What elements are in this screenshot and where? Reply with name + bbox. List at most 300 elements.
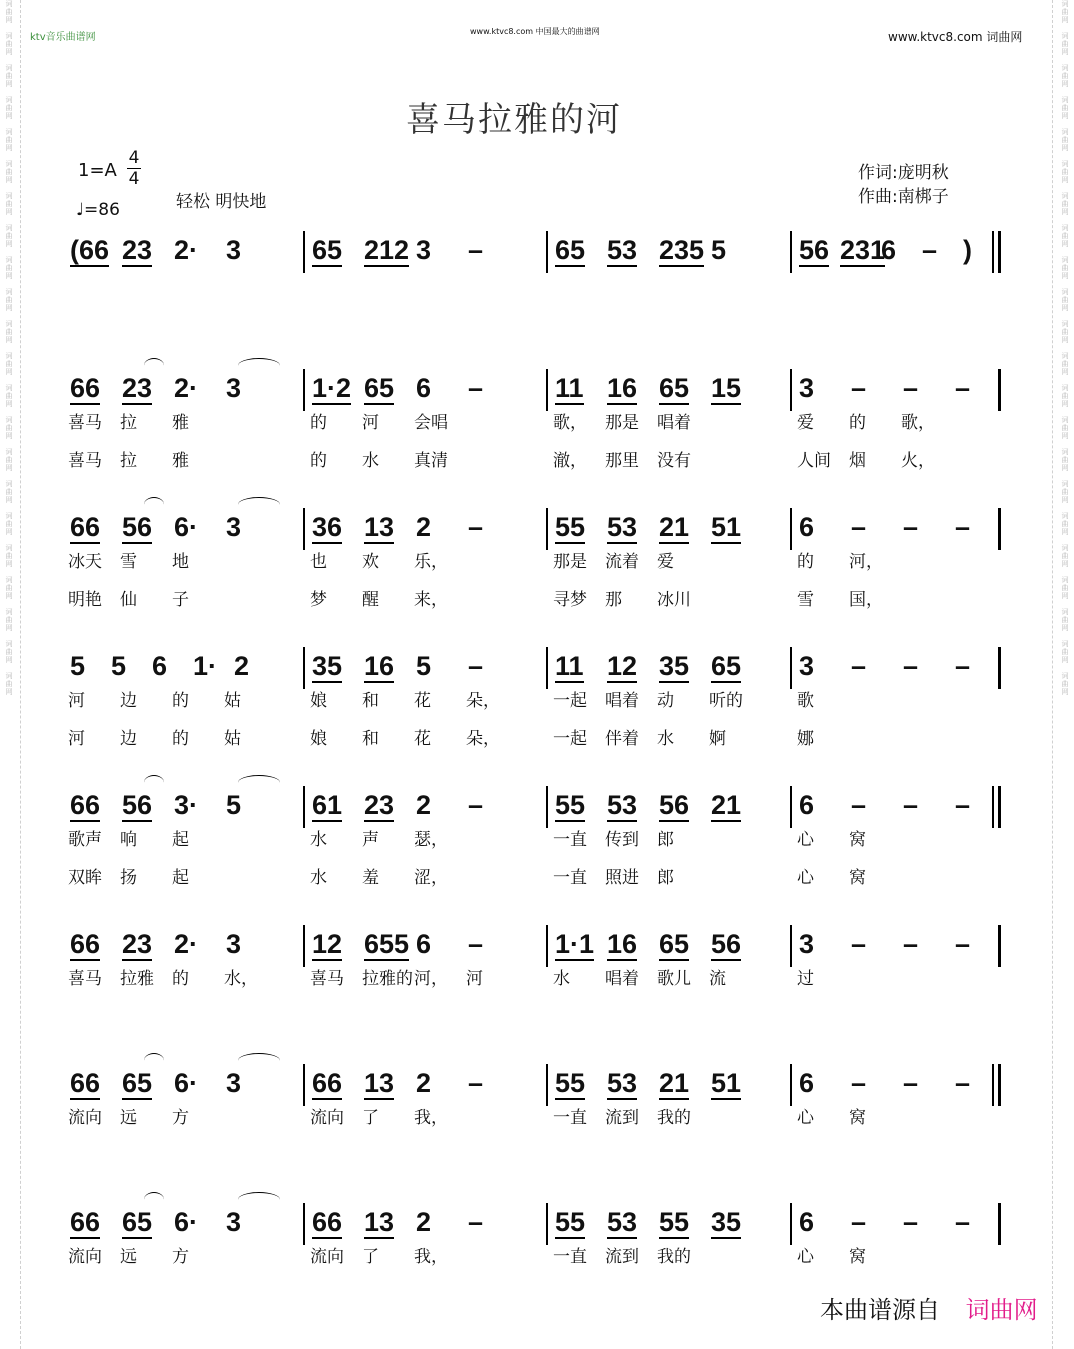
note-group: 3 xyxy=(226,373,242,403)
lyric-syllable: 河 xyxy=(68,729,85,749)
lyric-syllable: 歌儿 xyxy=(657,969,691,989)
lyric-syllable: 伴着 xyxy=(605,729,639,749)
lyric-syllable: 水 xyxy=(310,868,327,888)
lyric-syllable: 喜马 xyxy=(68,451,102,471)
note-group: 3 xyxy=(226,929,242,959)
note-group: 23 xyxy=(364,790,395,820)
note-group: – xyxy=(955,929,971,959)
note-group: 35 xyxy=(711,1207,742,1237)
composer: 作曲:南梆子 xyxy=(858,187,949,207)
bar-line xyxy=(998,925,1001,967)
lyric-syllable: 声 xyxy=(362,830,379,850)
lyric-syllable: 心 xyxy=(797,1247,814,1267)
lyric-syllable: 拉雅 xyxy=(120,969,154,989)
bar-line xyxy=(790,231,792,273)
note-group: 3· xyxy=(174,790,199,820)
lyric-syllable: 流 xyxy=(709,969,726,989)
lyric-syllable: 唱着 xyxy=(605,969,639,989)
lyric-syllable: 那 xyxy=(605,590,622,610)
lyric-syllable: 流着 xyxy=(605,552,639,572)
lyric-syllable: 一直 xyxy=(553,868,587,888)
note-group: 2· xyxy=(174,235,199,265)
lyric-syllable: 水 xyxy=(310,830,327,850)
note-group: 1·2 xyxy=(312,373,352,403)
bar-line xyxy=(546,369,548,411)
lyric-syllable: 寻梦 xyxy=(553,590,587,610)
note-group: – xyxy=(903,512,919,542)
note-group: 55 xyxy=(659,1207,690,1237)
lyric-line xyxy=(40,724,1030,749)
note-group: 16 xyxy=(607,929,638,959)
note-group: – xyxy=(851,651,867,681)
note-group: 56 xyxy=(122,512,153,542)
note-group: 55 xyxy=(555,1207,586,1237)
lyric-syllable: 水 xyxy=(362,451,379,471)
lyric-syllable: 拉 xyxy=(120,451,137,471)
lyric-syllable: 人间 xyxy=(797,451,831,471)
bar-line xyxy=(546,925,548,967)
lyric-syllable: 烟 xyxy=(849,451,866,471)
note-group: – xyxy=(468,1207,484,1237)
note-group: 13 xyxy=(364,1207,395,1237)
note-group: – xyxy=(903,929,919,959)
lyric-syllable: 水， xyxy=(224,969,258,989)
lyric-syllable: 的 xyxy=(797,552,814,572)
note-group: – xyxy=(903,1068,919,1098)
lyric-syllable: 窝 xyxy=(849,1247,866,1267)
note-group: 51 xyxy=(711,1068,742,1098)
note-group: 3 xyxy=(226,512,242,542)
bar-line xyxy=(303,369,305,411)
lyricist: 作词:庞明秋 xyxy=(858,163,949,183)
left-watermark-strip: 词 曲 网 词 曲 网 词 曲 网 词 曲 网 词 曲 网 词 曲 网 词 曲 网 词 曲 网 词 曲 网 词 曲 网 词 曲 网 词 曲 网 词 曲 网 词 曲 网 词 曲 网 词 曲 网 词 曲 网 词 曲 网 词 曲 网 词 曲 网 词 曲 网 词 曲 网 xyxy=(5,0,13,696)
note-group: – xyxy=(955,651,971,681)
slur-mark xyxy=(238,497,280,512)
header-left-link[interactable]: ktv音乐曲谱网 xyxy=(30,32,96,43)
header-right-link[interactable]: www.ktvc8.com 词曲网 xyxy=(888,30,1023,44)
lyric-syllable: 起 xyxy=(172,868,189,888)
lyric-line xyxy=(40,1242,1030,1267)
lyric-syllable: 唱着 xyxy=(657,413,691,433)
bar-line xyxy=(790,925,792,967)
note-group: – xyxy=(955,790,971,820)
lyric-syllable: 一起 xyxy=(553,729,587,749)
note-group: 23 xyxy=(122,929,153,959)
lyric-syllable: 也 xyxy=(310,552,327,572)
bar-line xyxy=(303,647,305,689)
lyric-syllable: 地 xyxy=(172,552,189,572)
lyric-syllable: 水 xyxy=(553,969,570,989)
note-group: 5 xyxy=(111,651,127,681)
note-group: 231 xyxy=(840,235,886,265)
lyric-syllable: 那是 xyxy=(553,552,587,572)
lyric-syllable: 心 xyxy=(797,830,814,850)
note-group: 6 xyxy=(799,790,815,820)
lyric-syllable: 窝 xyxy=(849,830,866,850)
lyric-syllable: 双眸 xyxy=(68,868,102,888)
expression-mark: 轻松 明快地 xyxy=(176,192,267,212)
lyric-syllable: 子 xyxy=(172,590,189,610)
lyric-syllable: 冰川 xyxy=(657,590,691,610)
note-group: 2 xyxy=(416,1068,432,1098)
note-group: – xyxy=(903,373,919,403)
note-group: 56 xyxy=(711,929,742,959)
bar-line xyxy=(998,647,1001,689)
note-group: 3 xyxy=(226,235,242,265)
repeat-bar-line xyxy=(992,786,994,828)
lyric-syllable: 心 xyxy=(797,1108,814,1128)
notation-row xyxy=(40,373,1030,407)
lyric-syllable: 涩， xyxy=(414,868,448,888)
repeat-bar-line xyxy=(992,1064,994,1106)
lyric-syllable: 歌， xyxy=(553,413,587,433)
note-group: – xyxy=(955,512,971,542)
slur-mark xyxy=(238,358,280,373)
note-group: 21 xyxy=(711,790,742,820)
lyric-syllable: 我的 xyxy=(657,1108,691,1128)
lyric-syllable: 的 xyxy=(172,729,189,749)
note-group: 66 xyxy=(70,1207,101,1237)
note-group: 65 xyxy=(312,235,343,265)
credit-site-link[interactable]: 词曲网 xyxy=(965,1296,1038,1324)
lyric-syllable: 一直 xyxy=(553,1108,587,1128)
note-group: 66 xyxy=(70,373,101,403)
lyric-syllable: 流到 xyxy=(605,1108,639,1128)
lyric-line xyxy=(40,964,1030,989)
note-group: 2· xyxy=(174,929,199,959)
lyric-syllable: 和 xyxy=(362,691,379,711)
note-group: 11 xyxy=(555,373,584,403)
lyric-syllable: 歌， xyxy=(901,413,935,433)
bar-line xyxy=(790,1064,792,1106)
lyric-syllable: 姑 xyxy=(224,691,241,711)
lyric-line xyxy=(40,825,1030,850)
lyric-syllable: 过 xyxy=(797,969,814,989)
note-group: 5 xyxy=(416,651,432,681)
lyric-syllable: 流向 xyxy=(68,1247,102,1267)
lyric-syllable: 澈， xyxy=(553,451,587,471)
slur-mark xyxy=(238,1192,280,1207)
lyric-syllable: 窝 xyxy=(849,868,866,888)
bar-line xyxy=(546,231,548,273)
note-group: 65 xyxy=(122,1068,153,1098)
lyric-syllable: 水 xyxy=(657,729,674,749)
notation-row xyxy=(40,512,1030,546)
note-group: – xyxy=(851,512,867,542)
lyric-syllable: 心 xyxy=(797,868,814,888)
bar-line xyxy=(546,508,548,550)
note-group: 655 xyxy=(364,929,410,959)
lyric-syllable: 没有 xyxy=(657,451,691,471)
note-group: 21 xyxy=(659,1068,690,1098)
note-group: – xyxy=(468,235,484,265)
note-group: 15 xyxy=(711,373,742,403)
lyric-syllable: 窝 xyxy=(849,1108,866,1128)
lyric-syllable: 婀 xyxy=(709,729,726,749)
lyric-syllable: 的 xyxy=(172,691,189,711)
note-group: 6· xyxy=(174,512,199,542)
note-group: 1· xyxy=(193,651,218,681)
lyric-syllable: 河 xyxy=(362,413,379,433)
note-group: 3 xyxy=(799,929,815,959)
bar-line xyxy=(546,647,548,689)
lyric-syllable: 喜马 xyxy=(68,413,102,433)
lyric-syllable: 乐， xyxy=(414,552,448,572)
note-group: 36 xyxy=(312,512,343,542)
bar-line xyxy=(303,508,305,550)
note-group: 6 xyxy=(799,1207,815,1237)
bar-line xyxy=(998,508,1001,550)
lyric-syllable: 真清 xyxy=(414,451,448,471)
bar-line xyxy=(998,231,1001,273)
notation-row xyxy=(40,1068,1030,1102)
lyric-syllable: 一直 xyxy=(553,1247,587,1267)
lyric-syllable: 远 xyxy=(120,1247,137,1267)
time-sig-bottom: 4 xyxy=(128,169,140,189)
lyric-syllable: 喜马 xyxy=(310,969,344,989)
bar-line xyxy=(998,369,1001,411)
lyric-syllable: 花 xyxy=(414,729,431,749)
lyric-line xyxy=(40,1103,1030,1128)
note-group: – xyxy=(955,1068,971,1098)
note-group: 12 xyxy=(312,929,343,959)
lyric-syllable: 响 xyxy=(120,830,137,850)
note-group: 5 xyxy=(226,790,242,820)
lyric-syllable: 流到 xyxy=(605,1247,639,1267)
note-group: 53 xyxy=(607,1068,638,1098)
lyric-syllable: 雅 xyxy=(172,451,189,471)
lyric-syllable: 梦 xyxy=(310,590,327,610)
note-group: – xyxy=(851,929,867,959)
lyric-syllable: 一起 xyxy=(553,691,587,711)
lyric-syllable: 雪 xyxy=(120,552,137,572)
bar-line xyxy=(790,508,792,550)
note-group: 56 xyxy=(659,790,690,820)
tempo-marking xyxy=(76,200,120,220)
note-group: 212 xyxy=(364,235,410,265)
note-group: 6 xyxy=(799,512,815,542)
note-group: 61 xyxy=(312,790,343,820)
bar-line xyxy=(790,786,792,828)
note-group: – xyxy=(468,1068,484,1098)
note-group: 66 xyxy=(70,512,101,542)
note-group: – xyxy=(468,929,484,959)
note-group: – xyxy=(468,373,484,403)
note-group: 35 xyxy=(659,651,690,681)
note-group: 55 xyxy=(555,512,586,542)
right-margin-line xyxy=(1052,0,1053,1349)
lyric-syllable: 一直 xyxy=(553,830,587,850)
lyric-syllable: 羞 xyxy=(362,868,379,888)
lyric-line xyxy=(40,686,1030,711)
lyric-syllable: 那是 xyxy=(605,413,639,433)
note-group: 66 xyxy=(312,1207,343,1237)
lyric-syllable: 会唱 xyxy=(414,413,448,433)
note-group: – xyxy=(955,1207,971,1237)
lyric-syllable: 唱着 xyxy=(605,691,639,711)
right-watermark-strip: 词 曲 网 词 曲 网 词 曲 网 词 曲 网 词 曲 网 词 曲 网 词 曲 网 词 曲 网 词 曲 网 词 曲 网 词 曲 网 词 曲 网 词 曲 网 词 曲 网 词 曲 网 词 曲 网 词 曲 网 词 曲 网 词 曲 网 词 曲 网 词 曲 网 词 曲 网 xyxy=(1061,0,1069,696)
quarter-note-icon: ♩ xyxy=(76,200,85,220)
note-group: 2 xyxy=(234,651,250,681)
lyric-syllable: 郎 xyxy=(657,868,674,888)
note-group: 55 xyxy=(555,1068,586,1098)
lyric-syllable: 的 xyxy=(310,451,327,471)
lyric-syllable: 河， xyxy=(414,969,448,989)
lyric-syllable: 我， xyxy=(414,1247,448,1267)
lyric-syllable: 边 xyxy=(120,691,137,711)
lyric-syllable: 我的 xyxy=(657,1247,691,1267)
note-group: 3 xyxy=(226,1207,242,1237)
lyric-syllable: 欢 xyxy=(362,552,379,572)
note-group: 6 xyxy=(416,929,432,959)
note-group: 16 xyxy=(607,373,638,403)
note-group: – xyxy=(851,1207,867,1237)
slur-mark xyxy=(144,358,164,373)
lyric-syllable: 流向 xyxy=(68,1108,102,1128)
time-signature xyxy=(127,148,141,189)
tempo-value: =86 xyxy=(84,200,120,220)
note-group: 16 xyxy=(364,651,395,681)
lyric-syllable: 听的 xyxy=(709,691,743,711)
slur-mark xyxy=(144,497,164,512)
lyric-line xyxy=(40,408,1030,433)
note-group: 65 xyxy=(555,235,586,265)
lyric-syllable: 河， xyxy=(849,552,883,572)
left-margin-line xyxy=(20,0,21,1349)
note-group: 6· xyxy=(174,1207,199,1237)
note-group: 66 xyxy=(70,790,101,820)
note-group: 5 xyxy=(70,651,86,681)
note-group: 12 xyxy=(607,651,638,681)
key-signature: 1=A xyxy=(78,160,117,181)
lyric-syllable: 拉雅的 xyxy=(362,969,413,989)
notation-row xyxy=(40,235,1030,269)
note-group: 53 xyxy=(607,1207,638,1237)
lyric-syllable: 娘 xyxy=(310,691,327,711)
bar-line xyxy=(546,786,548,828)
lyric-syllable: 动 xyxy=(657,691,674,711)
note-group: 6· xyxy=(174,1068,199,1098)
lyric-syllable: 国， xyxy=(849,590,883,610)
lyric-syllable: 的 xyxy=(172,969,189,989)
notation-row xyxy=(40,1207,1030,1241)
notation-row xyxy=(40,929,1030,963)
bar-line xyxy=(546,1064,548,1106)
lyric-syllable: 了 xyxy=(362,1108,379,1128)
lyric-syllable: 姑 xyxy=(224,729,241,749)
bar-line xyxy=(790,369,792,411)
lyric-syllable: 边 xyxy=(120,729,137,749)
lyric-syllable: 雅 xyxy=(172,413,189,433)
lyric-line xyxy=(40,585,1030,610)
lyric-syllable: 方 xyxy=(172,1108,189,1128)
lyric-syllable: 爱 xyxy=(797,413,814,433)
repeat-bar-line xyxy=(992,231,994,273)
note-group: – xyxy=(903,790,919,820)
note-group: 11 xyxy=(555,651,584,681)
note-group: 56 xyxy=(122,790,153,820)
lyric-syllable: 明艳 xyxy=(68,590,102,610)
lyric-syllable: 了 xyxy=(362,1247,379,1267)
note-group: 3 xyxy=(799,373,815,403)
time-sig-top: 4 xyxy=(128,148,140,168)
lyric-syllable: 仙 xyxy=(120,590,137,610)
lyric-syllable: 扬 xyxy=(120,868,137,888)
note-group: 65 xyxy=(711,651,742,681)
header-center-text: www.ktvc8.com 中国最大的曲谱网 xyxy=(470,27,600,36)
note-group: 55 xyxy=(555,790,586,820)
note-group: 3 xyxy=(799,651,815,681)
note-group: – xyxy=(955,373,971,403)
note-group: 13 xyxy=(364,512,395,542)
lyric-syllable: 流向 xyxy=(310,1247,344,1267)
lyric-syllable: 郎 xyxy=(657,830,674,850)
note-group: 65 xyxy=(659,373,690,403)
note-group: 6 xyxy=(416,373,432,403)
note-group: 2· xyxy=(174,373,199,403)
note-group: 1·1 xyxy=(555,929,595,959)
lyric-syllable: 瑟， xyxy=(414,830,448,850)
note-group: – xyxy=(903,1207,919,1237)
note-group: 65 xyxy=(122,1207,153,1237)
note-group: (66 xyxy=(70,235,110,265)
note-group: 65 xyxy=(364,373,395,403)
note-group: ) xyxy=(963,235,972,265)
lyric-syllable: 醒 xyxy=(362,590,379,610)
note-group: – xyxy=(468,790,484,820)
bar-line xyxy=(998,1203,1001,1245)
bar-line xyxy=(546,1203,548,1245)
notation-row xyxy=(40,651,1030,685)
note-group: 6 xyxy=(152,651,168,681)
note-group: 3 xyxy=(226,1068,242,1098)
slur-mark xyxy=(144,1192,164,1207)
bar-line xyxy=(790,647,792,689)
lyric-syllable: 流向 xyxy=(310,1108,344,1128)
lyric-syllable: 远 xyxy=(120,1108,137,1128)
note-group: 66 xyxy=(70,1068,101,1098)
note-group: 23 xyxy=(122,235,153,265)
note-group: – xyxy=(851,1068,867,1098)
lyric-syllable: 冰天 xyxy=(68,552,102,572)
bar-line xyxy=(303,925,305,967)
notation-row xyxy=(40,790,1030,824)
note-group: 66 xyxy=(312,1068,343,1098)
song-title: 喜马拉雅的河 xyxy=(406,100,622,140)
slur-mark xyxy=(144,1053,164,1068)
note-group: 53 xyxy=(607,235,638,265)
lyric-syllable: 的 xyxy=(310,413,327,433)
note-group: 53 xyxy=(607,512,638,542)
note-group: 13 xyxy=(364,1068,395,1098)
lyric-syllable: 爱 xyxy=(657,552,674,572)
lyric-syllable: 喜马 xyxy=(68,969,102,989)
bar-line xyxy=(303,1064,305,1106)
note-group: 2 xyxy=(416,1207,432,1237)
lyric-syllable: 拉 xyxy=(120,413,137,433)
lyric-syllable: 那里 xyxy=(605,451,639,471)
lyric-syllable: 河 xyxy=(466,969,483,989)
lyric-syllable: 的 xyxy=(849,413,866,433)
note-group: – xyxy=(851,790,867,820)
note-group: 5 xyxy=(711,235,727,265)
lyric-syllable: 我， xyxy=(414,1108,448,1128)
lyric-syllable: 娘 xyxy=(310,729,327,749)
lyric-syllable: 起 xyxy=(172,830,189,850)
lyric-syllable: 方 xyxy=(172,1247,189,1267)
note-group: 6 xyxy=(881,235,897,265)
lyric-syllable: 河 xyxy=(68,691,85,711)
